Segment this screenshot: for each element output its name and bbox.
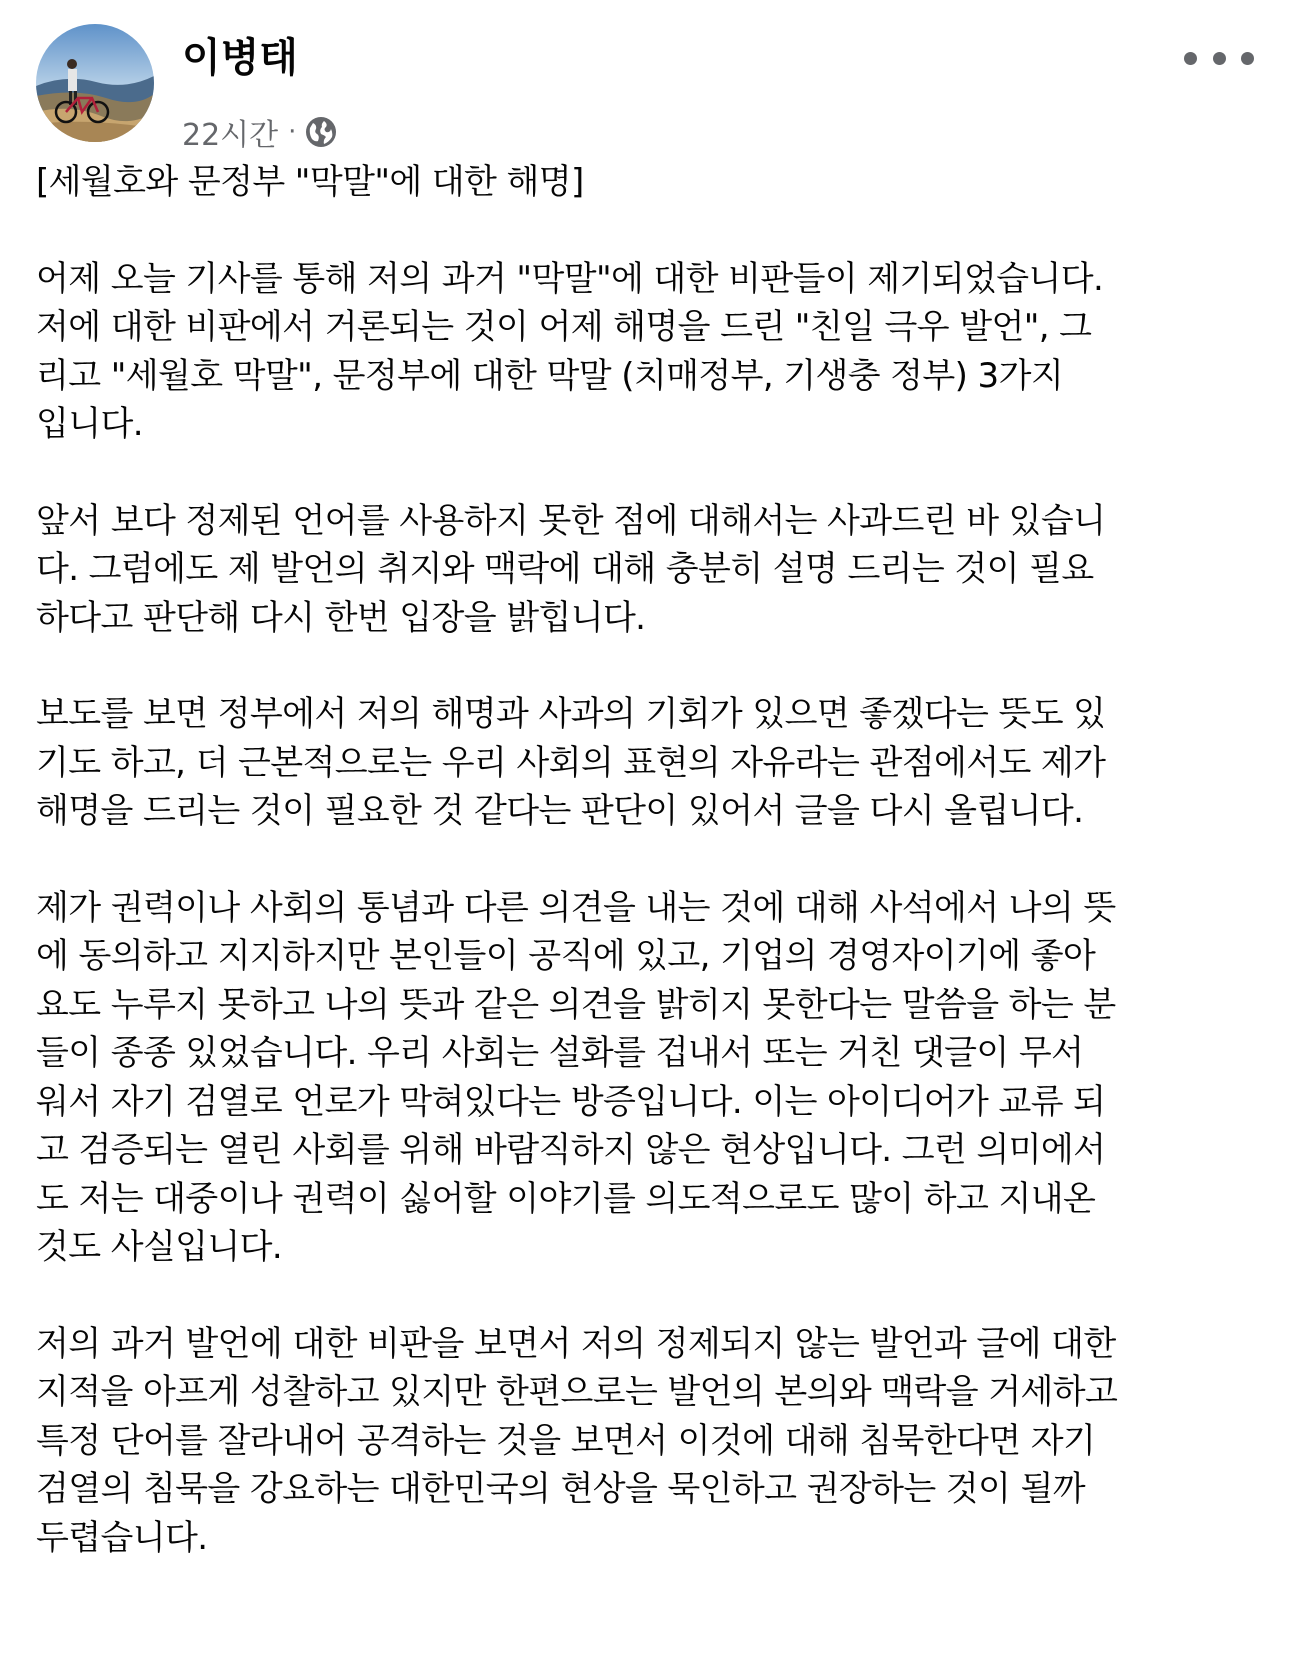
post-text-line: 제가 권력이나 사회의 통념과 다른 의견을 내는 것에 대해 사석에서 나의 뜻 <box>36 887 1116 928</box>
post-text-line: 리고 "세월호 막말", 문정부에 대한 막말 (치매정부, 기생충 정부) 3가지 <box>36 355 1064 396</box>
more-horizontal-icon <box>1213 52 1226 65</box>
more-options-button[interactable] <box>1184 38 1254 78</box>
post-paragraph <box>36 497 1266 643</box>
post-text-line: 도 저는 대중이나 권력이 싫어할 이야기를 의도적으로도 많이 하고 지내온 <box>36 1178 1096 1219</box>
meta-separator: · <box>288 117 297 147</box>
post-text-line: 에 동의하고 지지하지만 본인들이 공직에 있고, 기업의 경영자이기에 좋아 <box>36 936 1096 976</box>
post-text-line: 두렵습니다. <box>36 1517 208 1558</box>
post-text-line: 것도 사실입니다. <box>36 1227 283 1267</box>
post-header <box>36 24 1254 153</box>
post-paragraph <box>36 1320 1266 1563</box>
post-text-line: 앞서 보다 정제된 언어를 사용하지 못한 점에 대해서는 사과드린 바 있습니 <box>36 500 1106 541</box>
post-paragraph <box>36 884 1266 1272</box>
post-text-line: 저의 과거 발언에 대한 비판을 보면서 저의 정제되지 않는 발언과 글에 대한 <box>36 1323 1116 1364</box>
post-text-line: 기도 하고, 더 근본적으로는 우리 사회의 표현의 자유라는 관점에서도 제가 <box>36 742 1106 783</box>
more-horizontal-icon <box>1241 52 1254 65</box>
post-text-line: 검열의 침묵을 강요하는 대한민국의 현상을 묵인하고 권장하는 것이 될까 <box>36 1469 1085 1509</box>
post-text-line: 특정 단어를 잘라내어 공격하는 것을 보면서 이것에 대해 침묵한다면 자기 <box>36 1420 1096 1461</box>
post-body <box>36 158 1266 1610</box>
avatar-photo <box>36 24 154 142</box>
post-paragraph <box>36 255 1266 449</box>
post-paragraph <box>36 690 1266 836</box>
author-name[interactable]: 이병태 <box>182 35 298 81</box>
post-text-line: 해명을 드리는 것이 필요한 것 같다는 판단이 있어서 글을 다시 올립니다. <box>36 791 1084 831</box>
post-text-line: 고 검증되는 열린 사회를 위해 바람직하지 않은 현상입니다. 그런 의미에서 <box>36 1130 1106 1170</box>
post-text-line: 보도를 보면 정부에서 저의 해명과 사과의 기회가 있으면 좋겠다는 뜻도 있 <box>36 694 1106 734</box>
post-text-line: 지적을 아프게 성찰하고 있지만 한편으로는 발언의 본의와 맥락을 거세하고 <box>36 1372 1118 1412</box>
post-text-line: 다. 그럼에도 제 발언의 취지와 맥락에 대해 충분히 설명 드리는 것이 필요 <box>36 549 1094 589</box>
post-meta <box>182 112 338 152</box>
post-text-line: 워서 자기 검열로 언로가 막혀있다는 방증입니다. 이는 아이디어가 교류 되 <box>36 1081 1106 1122</box>
globe-icon[interactable] <box>304 115 338 149</box>
avatar[interactable] <box>36 24 154 142</box>
post-text-line: 들이 종종 있었습니다. 우리 사회는 설화를 겁내서 또는 거친 댓글이 무서 <box>36 1033 1084 1073</box>
more-horizontal-icon <box>1184 52 1197 65</box>
post-paragraph <box>36 158 1266 207</box>
post-text-line: 하다고 판단해 다시 한번 입장을 밝힙니다. <box>36 597 646 638</box>
post-text-line: 어제 오늘 기사를 통해 저의 과거 "막말"에 대한 비판들이 제기되었습니다. <box>36 258 1104 299</box>
post-text-line: 저에 대한 비판에서 거론되는 것이 어제 해명을 드린 "친일 극우 발언", 그 <box>36 307 1092 347</box>
post-text-line: [세월호와 문정부 "막말"에 대한 해명] <box>36 162 584 202</box>
post-timestamp[interactable]: 22시간 <box>182 118 279 153</box>
post-text-line: 요도 누루지 못하고 나의 뜻과 같은 의견을 밝히지 못한다는 말씀을 하는 분 <box>36 984 1116 1025</box>
post-text-line: 입니다. <box>36 404 143 444</box>
